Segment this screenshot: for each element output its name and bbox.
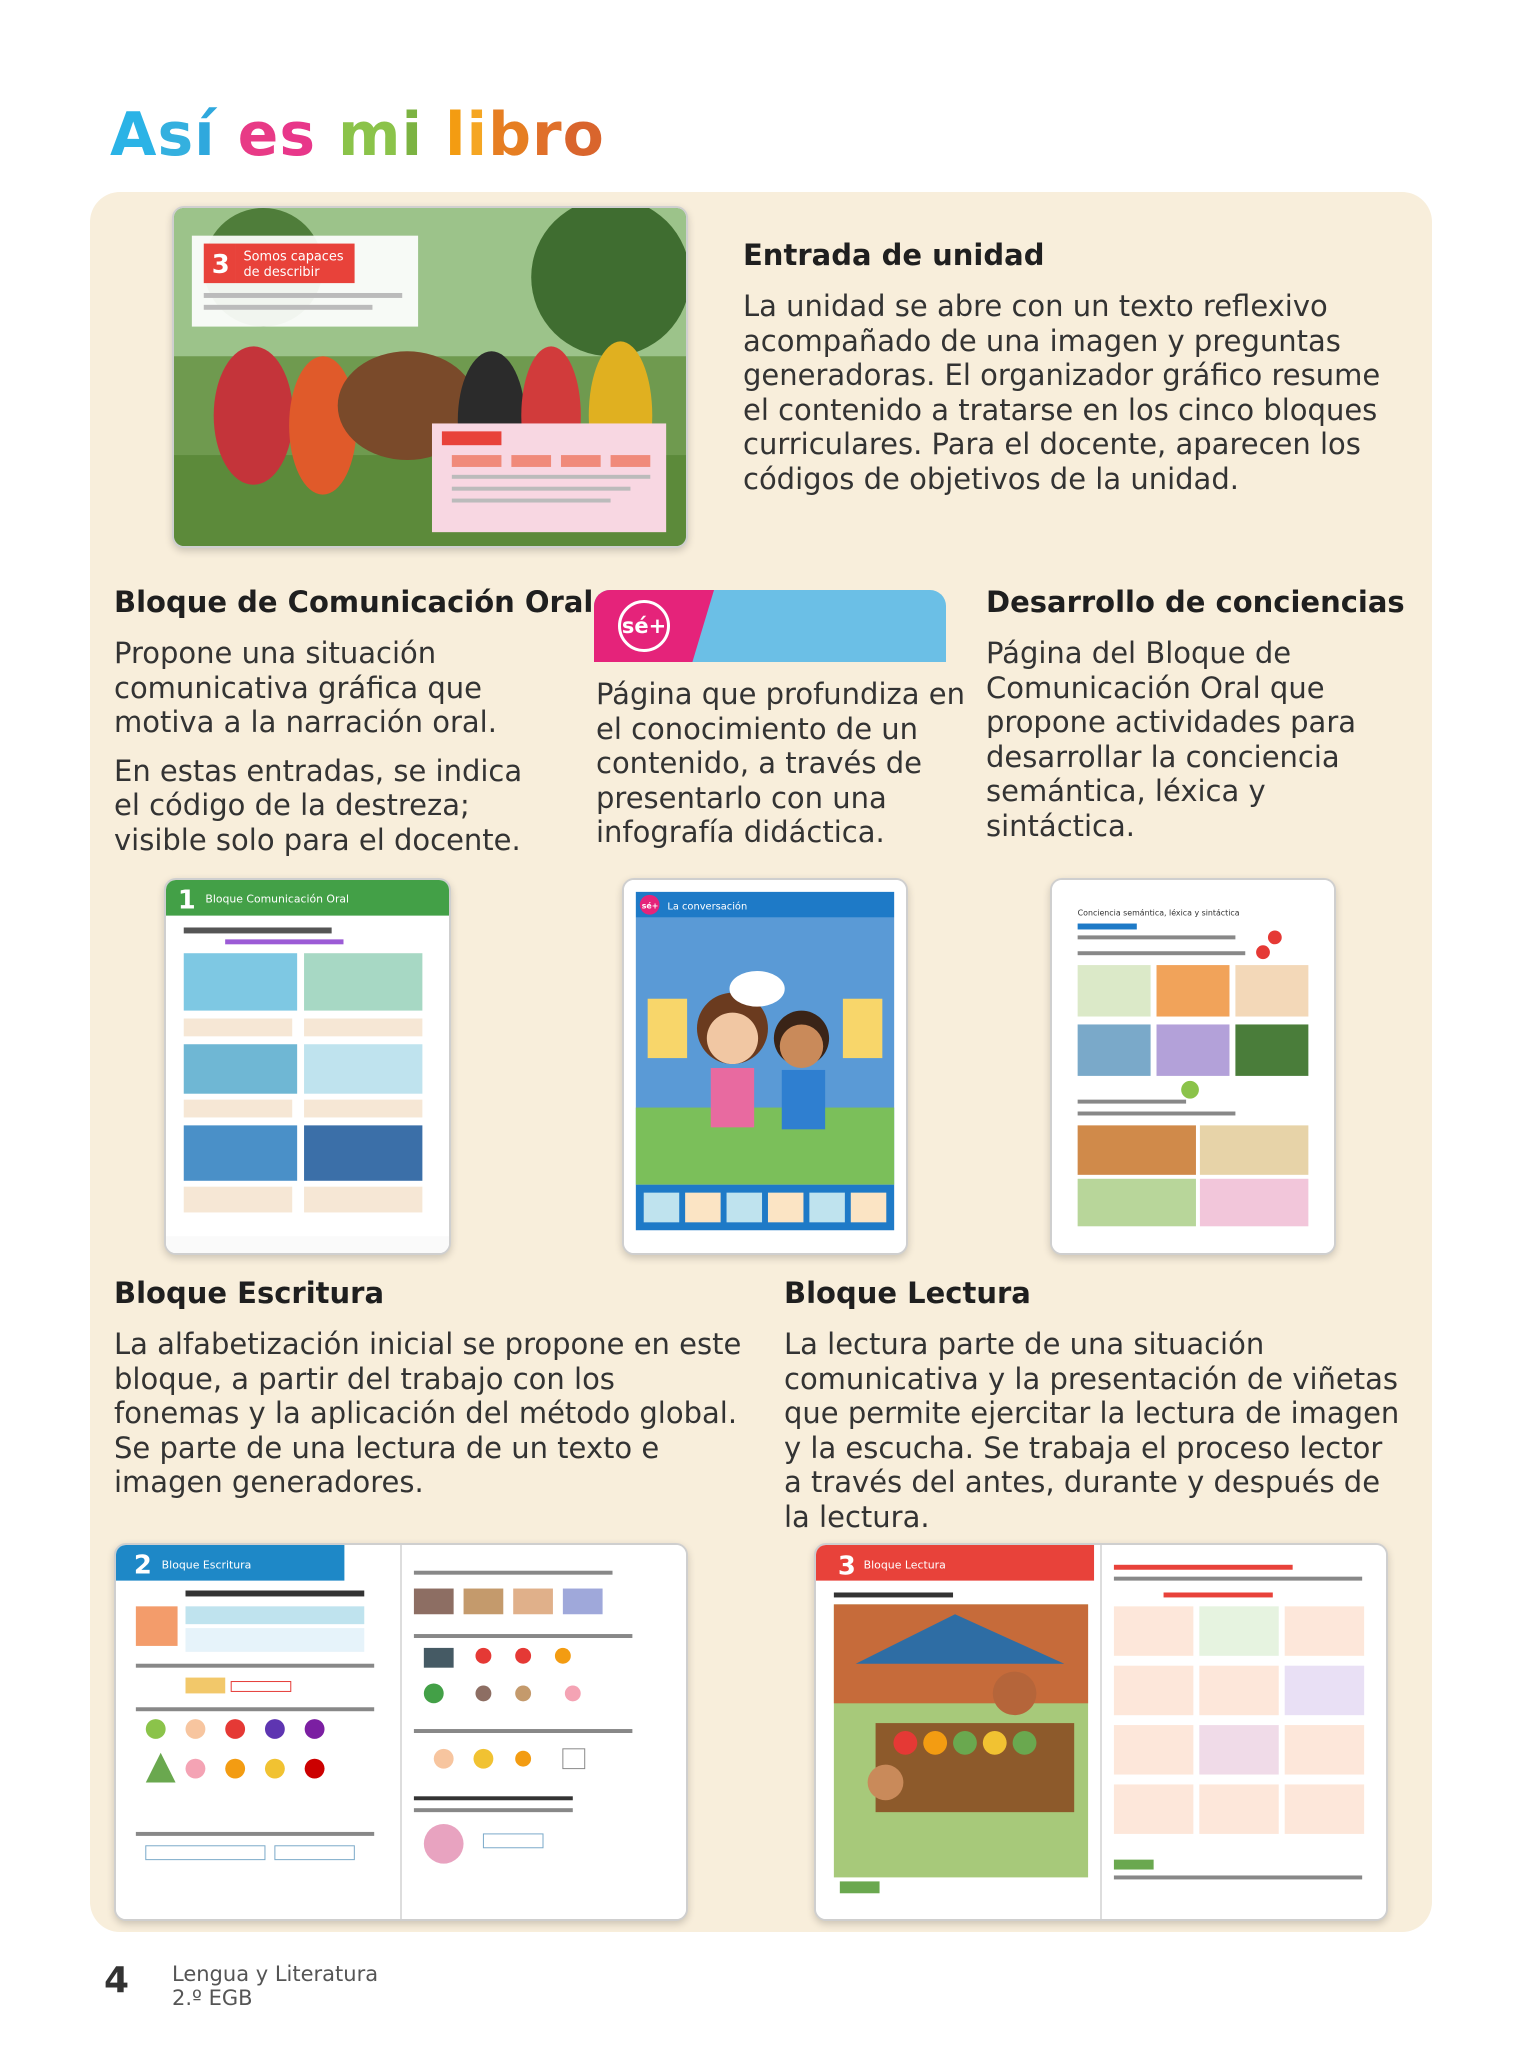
lectura-thumb-number: 3 [837, 1551, 856, 1582]
footer-subject: Lengua y Literatura [172, 1962, 379, 1986]
semas-thumbnail [622, 878, 908, 1255]
conciencias-body: Página del Bloque de Comunicación Oral que propone actividades para desarrollar la conciencia semántica, léxica y sintáctica. [986, 636, 1357, 843]
conciencias-thumbnail [1050, 878, 1336, 1255]
page-title [110, 100, 605, 170]
escritura-thumb-number: 2 [133, 1550, 152, 1581]
lectura-body: La lectura parte de una situación comunicativa y la presentación de viñetas que permite ejercitar la lectura de imagen y la escucha. Se trabaja el proceso lector a través del antes, durante y después de la lectura. [784, 1327, 1400, 1534]
unit-thumb-title-1: Somos capaces [243, 249, 344, 265]
escritura-heading: Bloque Escritura [114, 1276, 385, 1310]
unit-thumb-number: 3 [211, 250, 230, 281]
title-letter: e [237, 100, 280, 170]
semas-thumb-badge: sé+ [641, 901, 659, 911]
title-letter [216, 100, 238, 170]
title-letter: i [466, 100, 489, 170]
footer-grade: 2.º EGB [172, 1986, 253, 2010]
lectura-heading: Bloque Lectura [784, 1276, 1031, 1310]
unit-thumb-title-2: de describir [243, 265, 320, 281]
entrada-heading: Entrada de unidad [743, 238, 1045, 272]
oral-paragraph-1: Propone una situación comunicativa gráfica que motiva a la narración oral. [114, 636, 497, 739]
title-letter: m [337, 100, 402, 170]
page-number: 4 [104, 1960, 130, 2001]
title-letter: í [194, 100, 216, 170]
oral-heading: Bloque de Comunicación Oral [114, 585, 594, 619]
oral-thumbnail [164, 878, 451, 1255]
title-letter: l [444, 100, 467, 170]
title-letter: b [488, 100, 533, 170]
title-letter [316, 100, 338, 170]
lectura-thumbnail [814, 1543, 1388, 1921]
title-letter: i [401, 100, 424, 170]
title-letter: o [562, 100, 605, 170]
entrada-body: La unidad se abre con un texto reflexivo acompañado de una imagen y preguntas generadoras. El organizador gráfico resume el contenido a tratarse en los cinco bloques curriculares. Para el docente, aparecen los códigos de objetivos de la unidad. [743, 289, 1381, 496]
conciencias-heading: Desarrollo de conciencias [986, 585, 1405, 619]
escritura-body: La alfabetización inicial se propone en este bloque, a partir del trabajo con los fonemas y la aplicación del método global. Se parte de una lectura de un texto e imagen generadores. [114, 1327, 742, 1499]
title-letter: s [279, 100, 317, 170]
oral-paragraph-2: En estas entradas, se indica el código de la destreza; visible solo para el docente. [114, 753, 523, 857]
title-letter [423, 100, 445, 170]
oral-thumb-title: Bloque Comunicación Oral [205, 892, 350, 906]
oral-body [114, 636, 554, 857]
escritura-thumbnail [114, 1543, 688, 1921]
title-letter: s [157, 100, 195, 170]
lectura-thumb-title: Bloque Lectura [863, 1558, 946, 1572]
semas-body: Página que profundiza en el conocimiento de un contenido, a través de presentarlo con una infografía didáctica. [596, 677, 965, 849]
semas-thumb-title: La conversación [667, 901, 748, 913]
oral-thumb-number: 1 [177, 885, 196, 916]
semas-badge [594, 590, 946, 662]
title-letter: A [110, 100, 158, 170]
escritura-thumb-title: Bloque Escritura [161, 1558, 252, 1572]
unit-entry-thumbnail [172, 206, 688, 548]
semas-badge-label: sé+ [618, 600, 670, 652]
title-letter: r [532, 100, 563, 170]
conciencias-thumb-title: Conciencia semántica, léxica y sintáctica [1077, 908, 1240, 918]
